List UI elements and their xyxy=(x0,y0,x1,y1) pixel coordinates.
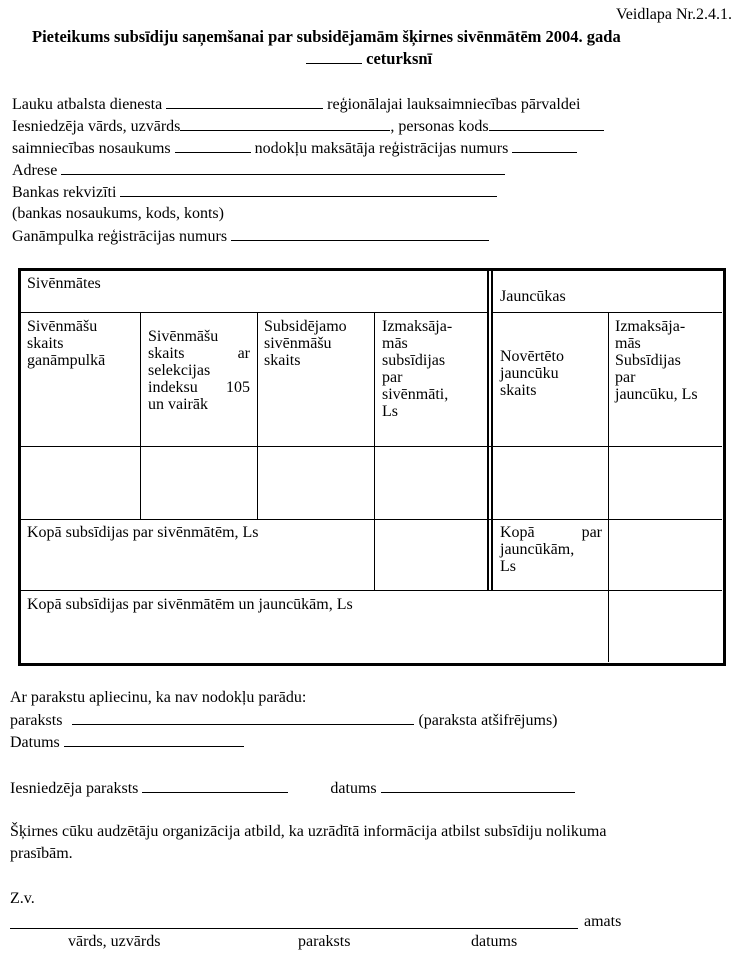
input-total-sows[interactable] xyxy=(375,520,487,590)
farm-name-field[interactable] xyxy=(175,139,251,153)
hline-sows-header xyxy=(21,312,487,313)
org-statement-line2: prasībām. xyxy=(10,845,73,862)
applicant-signature-line: Iesniedzēja paraksts datums xyxy=(10,779,575,798)
quarter-field[interactable] xyxy=(306,50,362,64)
applicant-line-2: Iesniedzēja vārds, uzvārds , personas kods xyxy=(12,117,604,136)
input-subsidy-per-sow[interactable] xyxy=(375,447,487,519)
input-evaluated-piglets[interactable] xyxy=(493,447,608,519)
tax-number-field[interactable] xyxy=(512,139,577,153)
total-sows-label: Kopā subsīdijas par sivēnmātēm, Ls xyxy=(27,524,259,541)
herd-number-field[interactable] xyxy=(231,227,489,241)
col-evaluated-piglets: Novērtēto jauncūku skaits xyxy=(500,348,564,399)
applicant-line-1: Lauku atbalsta dienesta reģionālajai lauksaimniecības pārvaldei xyxy=(12,96,581,113)
address-field[interactable] xyxy=(61,161,505,175)
total-all-label: Kopā subsīdijas par sivēnmātēm un jauncūkām, Ls xyxy=(27,596,353,613)
applicant-line-6: (bankas nosaukums, kods, konts) xyxy=(12,205,224,222)
date-label: datums xyxy=(471,933,518,950)
col-subsidized-sows: Subsidējamo sivēnmāšu skaits xyxy=(264,318,347,369)
input-sows-in-herd[interactable] xyxy=(21,447,140,519)
service-field[interactable] xyxy=(166,95,323,109)
form-title-line2: ceturksnī xyxy=(306,50,432,68)
name-label: vārds, uzvārds xyxy=(68,933,161,950)
sig-label: paraksts xyxy=(298,933,351,950)
seal-label: Z.v. xyxy=(10,890,35,907)
declaration-text: Ar parakstu apliecinu, ka nav nodokļu parādu: xyxy=(10,689,307,706)
col-subsidy-per-piglet: Izmaksāja- mās Subsīdijas par jauncūku, Ls xyxy=(615,318,698,403)
date-line: Datums xyxy=(10,733,244,752)
form-number: Veidlapa Nr.2.4.1. xyxy=(616,6,732,23)
signature-line: paraksts (paraksta atšifrējums) xyxy=(10,712,558,729)
input-selection-index[interactable] xyxy=(141,447,257,519)
input-total-piglets[interactable] xyxy=(609,520,721,590)
name-field[interactable] xyxy=(180,117,390,131)
applicant-line-5: Bankas rekvizīti xyxy=(12,183,497,202)
input-subsidized-sows[interactable] xyxy=(258,447,374,519)
total-piglets-label: Kopā par jauncūkām, Ls xyxy=(500,524,602,575)
personal-code-field[interactable] xyxy=(489,117,604,131)
date-field[interactable] xyxy=(64,733,244,747)
col-subsidy-per-sow: Izmaksāja- mās subsīdijas par sivēnmāti, Ls xyxy=(382,318,453,420)
applicant-line-3: saimniecības nosaukums nodokļu maksātāja reģistrācijas numurs xyxy=(12,139,577,158)
input-subsidy-per-piglet[interactable] xyxy=(609,447,721,519)
col-sows-in-herd: Sivēnmāšu skaits ganāmpulkā xyxy=(27,318,106,369)
applicant-signature-field[interactable] xyxy=(142,779,288,793)
org-statement-line1: Šķirnes cūku audzētāju organizācija atbild, ka uzrādītā informācija atbilst subsīdiju nolikuma xyxy=(10,823,607,840)
org-signature-line[interactable] xyxy=(10,928,578,929)
sows-header: Sivēnmātes xyxy=(27,275,101,292)
applicant-line-4: Adrese xyxy=(12,161,505,180)
bank-field[interactable] xyxy=(120,183,497,197)
applicant-date-field[interactable] xyxy=(381,779,575,793)
table-divider-right xyxy=(491,268,493,590)
table-divider-left xyxy=(487,268,489,590)
position-label: amats xyxy=(584,913,622,930)
applicant-line-7: Ganāmpulka reģistrācijas numurs xyxy=(12,227,489,246)
input-total-all[interactable] xyxy=(609,591,721,660)
signature-field[interactable] xyxy=(72,711,414,725)
form-title: Pieteikums subsīdiju saņemšanai par subsidējamām šķirnes sivēnmātēm 2004. gada xyxy=(32,27,621,46)
piglets-header: Jauncūkas xyxy=(500,288,566,305)
col-selection-index: Sivēnmāšu skaits ar selekcijas indeksu 105 un vairāk xyxy=(148,328,250,413)
